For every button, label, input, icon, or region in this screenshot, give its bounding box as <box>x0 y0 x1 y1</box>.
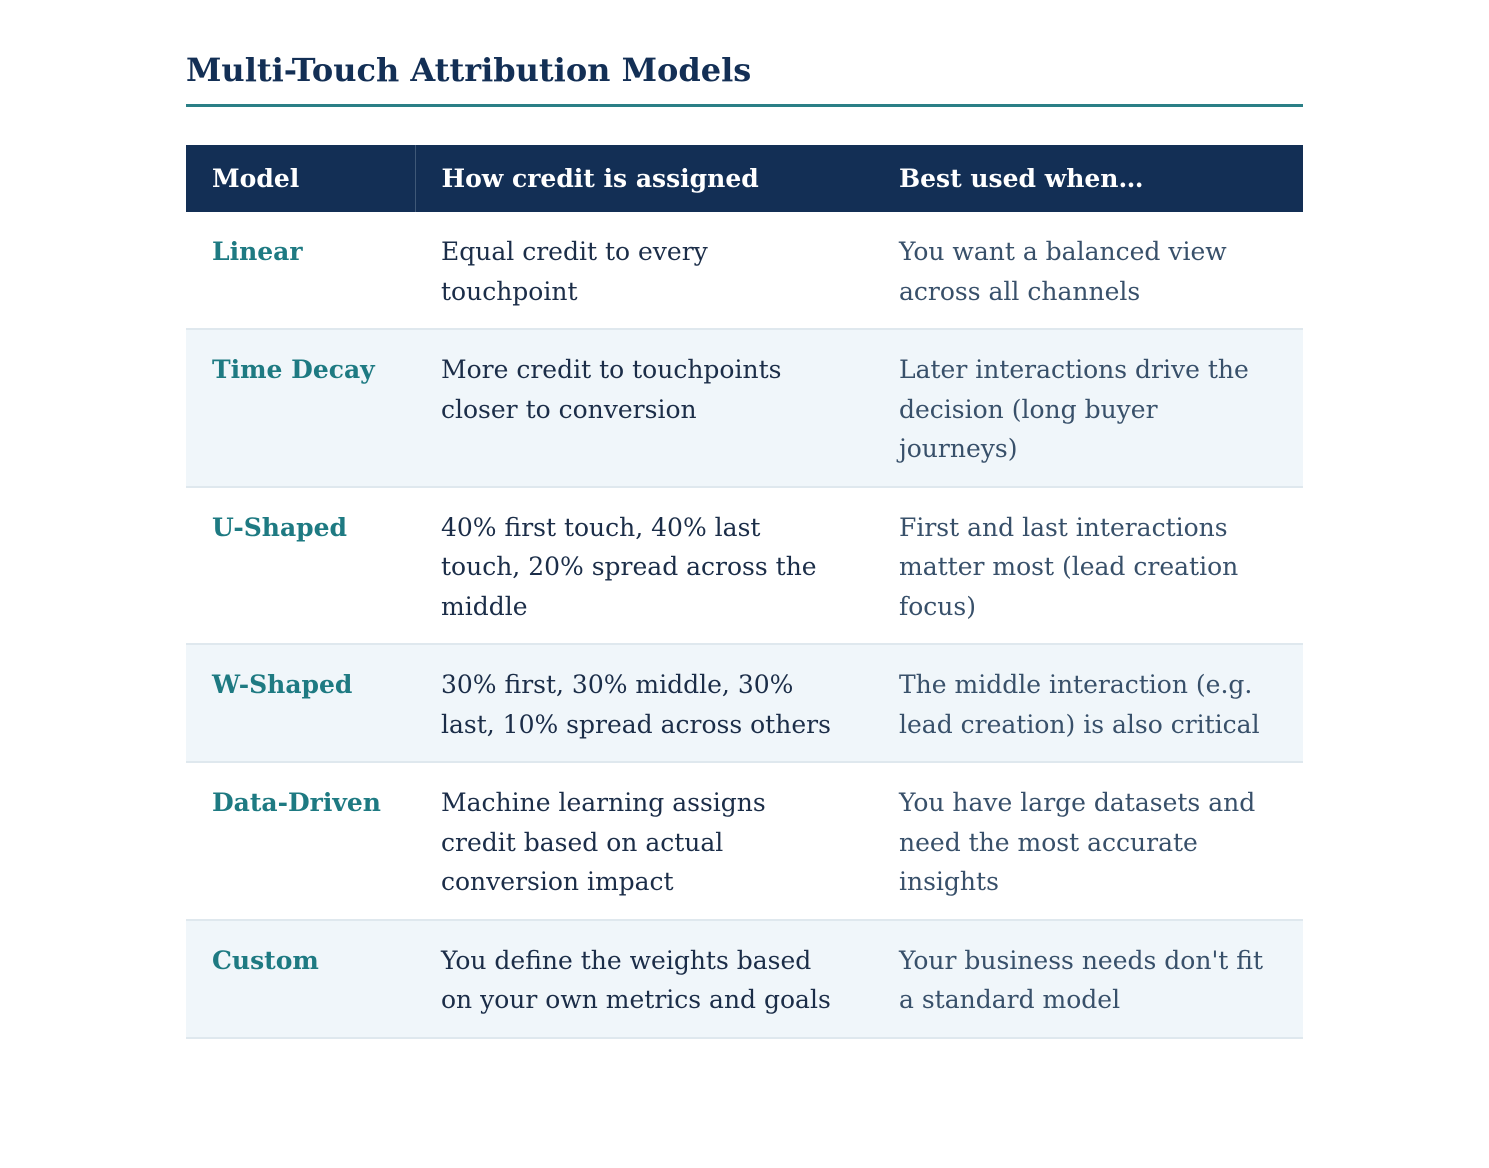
model-name-cell: Custom <box>186 920 415 1038</box>
table-row <box>186 644 1303 762</box>
credit-assignment-cell: You define the weights based on your own metrics and goals <box>415 920 873 1038</box>
table-body <box>186 212 1303 1038</box>
model-name-cell: U-Shaped <box>186 487 415 645</box>
model-name-cell: W-Shaped <box>186 644 415 762</box>
credit-assignment-cell: Machine learning assigns credit based on actual conversion impact <box>415 762 873 920</box>
best-used-when-cell: You have large datasets and need the most accurate insights <box>873 762 1303 920</box>
best-used-when-cell: Your business needs don't fit a standard model <box>873 920 1303 1038</box>
model-name-cell: Linear <box>186 212 415 329</box>
credit-assignment-cell: Equal credit to every touchpoint <box>415 212 873 329</box>
model-name-cell: Time Decay <box>186 329 415 487</box>
table-row <box>186 329 1303 487</box>
best-used-when-cell: Later interactions drive the decision (long buyer journeys) <box>873 329 1303 487</box>
credit-assignment-cell: More credit to touchpoints closer to conversion <box>415 329 873 487</box>
table-row <box>186 487 1303 645</box>
page-title: Multi-Touch Attribution Models <box>186 48 1303 107</box>
column-header-model: Model <box>186 145 415 212</box>
table-header <box>186 145 1303 212</box>
model-name-cell: Data-Driven <box>186 762 415 920</box>
best-used-when-cell: The middle interaction (e.g. lead creation) is also critical <box>873 644 1303 762</box>
best-used-when-cell: First and last interactions matter most (lead creation focus) <box>873 487 1303 645</box>
table-row <box>186 920 1303 1038</box>
attribution-models-table <box>186 145 1303 1039</box>
column-header-when: Best used when… <box>873 145 1303 212</box>
table-row <box>186 212 1303 329</box>
table-header-row <box>186 145 1303 212</box>
column-header-how: How credit is assigned <box>415 145 873 212</box>
credit-assignment-cell: 30% first, 30% middle, 30% last, 10% spread across others <box>415 644 873 762</box>
credit-assignment-cell: 40% first touch, 40% last touch, 20% spread across the middle <box>415 487 873 645</box>
best-used-when-cell: You want a balanced view across all channels <box>873 212 1303 329</box>
table-row <box>186 762 1303 920</box>
document-page <box>186 48 1303 1039</box>
